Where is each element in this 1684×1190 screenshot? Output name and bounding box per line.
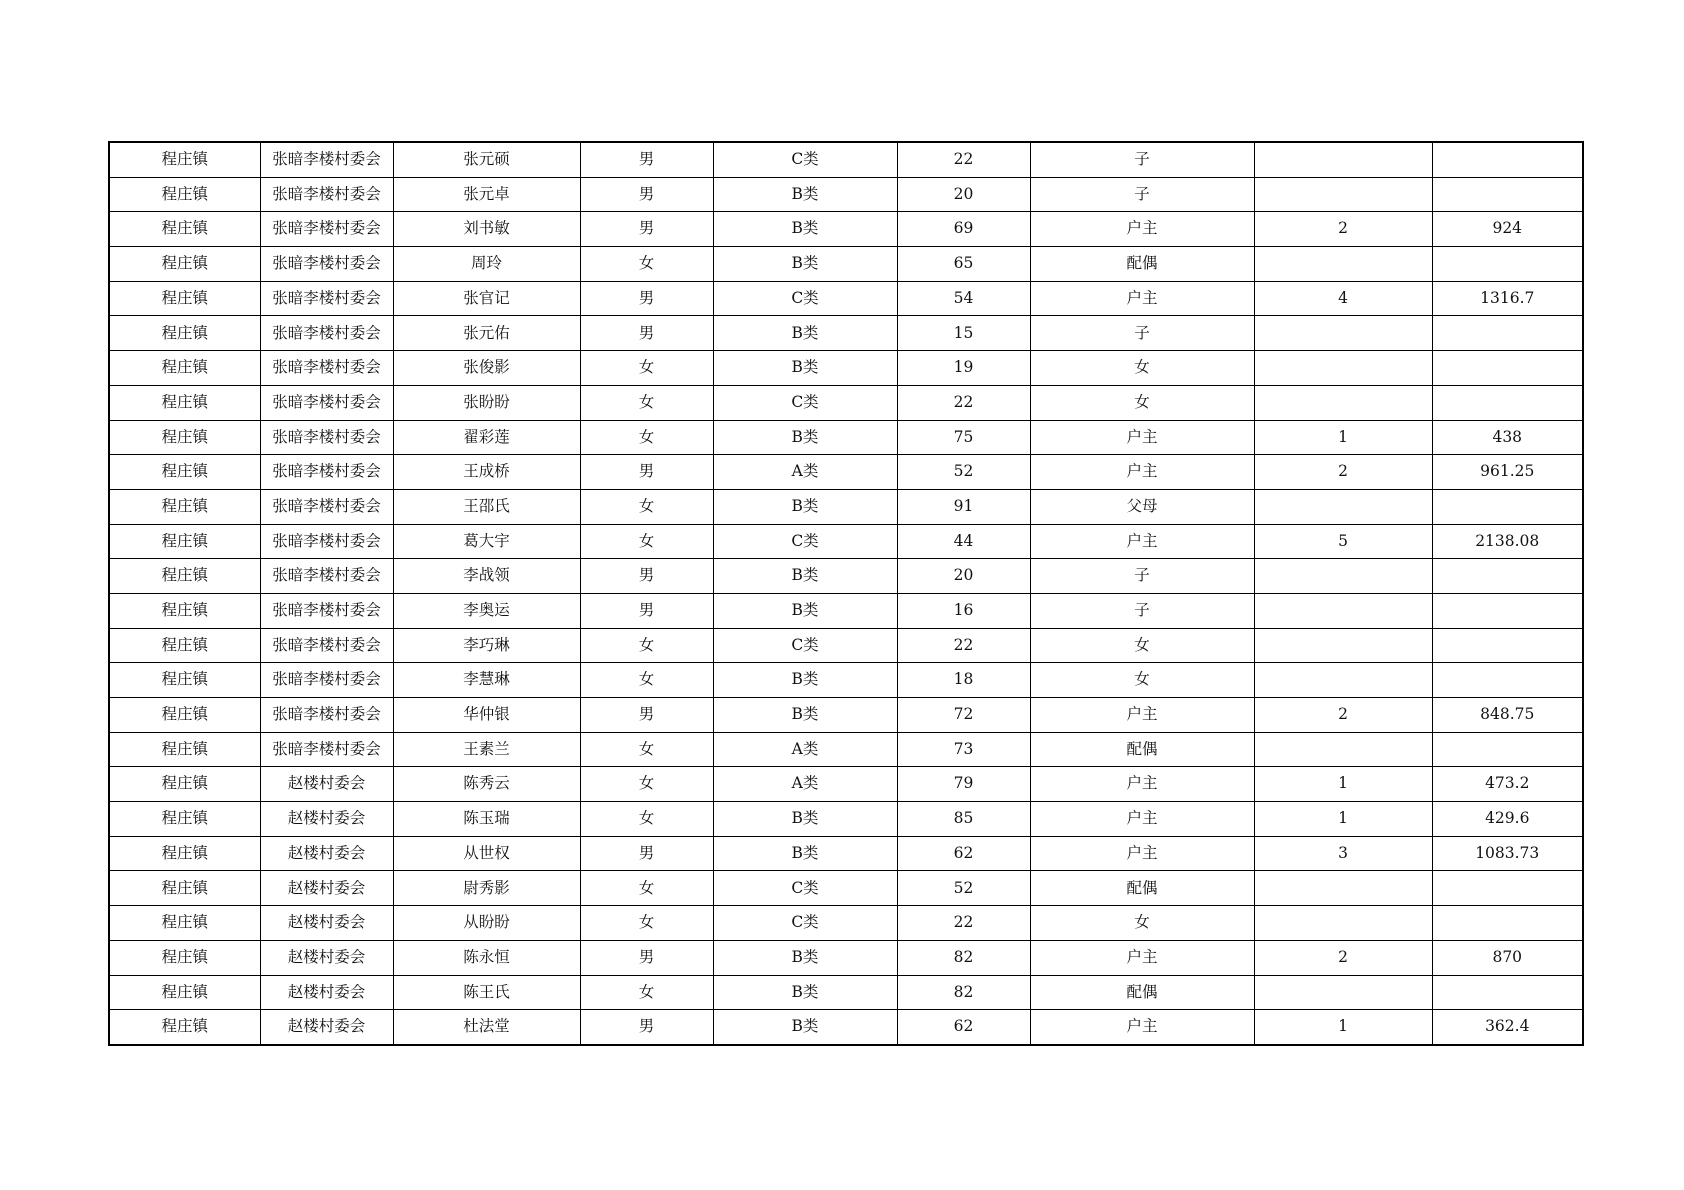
table-row (109, 559, 1583, 594)
town-cell: 程庄镇 (109, 281, 260, 316)
name-cell: 张俊影 (393, 351, 580, 386)
category-cell: C类 (713, 281, 897, 316)
household-size-cell (1254, 385, 1432, 420)
town-cell: 程庄镇 (109, 420, 260, 455)
table-row (109, 698, 1583, 733)
table-row (109, 351, 1583, 386)
amount-cell: 473.2 (1432, 767, 1583, 802)
gender-cell: 女 (580, 489, 713, 524)
name-cell: 周玲 (393, 247, 580, 282)
town-cell: 程庄镇 (109, 940, 260, 975)
amount-cell (1432, 975, 1583, 1010)
table-row (109, 871, 1583, 906)
household-size-cell: 2 (1254, 212, 1432, 247)
household-size-cell (1254, 559, 1432, 594)
amount-cell (1432, 489, 1583, 524)
village-committee-cell: 张暗李楼村委会 (260, 524, 393, 559)
gender-cell: 女 (580, 732, 713, 767)
amount-cell: 429.6 (1432, 802, 1583, 837)
gender-cell: 男 (580, 177, 713, 212)
gender-cell: 女 (580, 871, 713, 906)
town-cell: 程庄镇 (109, 559, 260, 594)
table-row (109, 1010, 1583, 1045)
village-committee-cell: 张暗李楼村委会 (260, 316, 393, 351)
name-cell: 李战领 (393, 559, 580, 594)
household-size-cell (1254, 593, 1432, 628)
category-cell: B类 (713, 836, 897, 871)
village-committee-cell: 张暗李楼村委会 (260, 732, 393, 767)
gender-cell: 男 (580, 559, 713, 594)
table-row (109, 420, 1583, 455)
relation-cell: 户主 (1030, 455, 1254, 490)
relation-cell: 父母 (1030, 489, 1254, 524)
gender-cell: 男 (580, 1010, 713, 1045)
town-cell: 程庄镇 (109, 455, 260, 490)
name-cell: 从盼盼 (393, 906, 580, 941)
category-cell: B类 (713, 212, 897, 247)
table-row (109, 802, 1583, 837)
age-cell: 85 (897, 802, 1030, 837)
category-cell: C类 (713, 906, 897, 941)
village-committee-cell: 张暗李楼村委会 (260, 628, 393, 663)
relation-cell: 子 (1030, 593, 1254, 628)
age-cell: 22 (897, 906, 1030, 941)
name-cell: 葛大宇 (393, 524, 580, 559)
household-size-cell: 3 (1254, 836, 1432, 871)
relation-cell: 户主 (1030, 524, 1254, 559)
age-cell: 54 (897, 281, 1030, 316)
category-cell: A类 (713, 732, 897, 767)
category-cell: B类 (713, 940, 897, 975)
name-cell: 王素兰 (393, 732, 580, 767)
household-size-cell (1254, 316, 1432, 351)
village-committee-cell: 赵楼村委会 (260, 1010, 393, 1045)
household-size-cell (1254, 663, 1432, 698)
amount-cell (1432, 316, 1583, 351)
relation-cell: 户主 (1030, 281, 1254, 316)
table-row (109, 142, 1583, 177)
category-cell: B类 (713, 420, 897, 455)
age-cell: 65 (897, 247, 1030, 282)
village-committee-cell: 赵楼村委会 (260, 767, 393, 802)
household-size-cell (1254, 142, 1432, 177)
relation-cell: 子 (1030, 177, 1254, 212)
gender-cell: 男 (580, 836, 713, 871)
town-cell: 程庄镇 (109, 177, 260, 212)
gender-cell: 男 (580, 212, 713, 247)
amount-cell (1432, 906, 1583, 941)
relation-cell: 子 (1030, 142, 1254, 177)
amount-cell (1432, 732, 1583, 767)
village-committee-cell: 张暗李楼村委会 (260, 247, 393, 282)
category-cell: B类 (713, 593, 897, 628)
town-cell: 程庄镇 (109, 385, 260, 420)
age-cell: 62 (897, 1010, 1030, 1045)
age-cell: 22 (897, 142, 1030, 177)
category-cell: A类 (713, 767, 897, 802)
name-cell: 华仲银 (393, 698, 580, 733)
table-row (109, 663, 1583, 698)
town-cell: 程庄镇 (109, 906, 260, 941)
household-size-cell (1254, 351, 1432, 386)
household-size-cell: 4 (1254, 281, 1432, 316)
household-size-cell: 5 (1254, 524, 1432, 559)
gender-cell: 男 (580, 142, 713, 177)
gender-cell: 女 (580, 975, 713, 1010)
household-size-cell (1254, 871, 1432, 906)
town-cell: 程庄镇 (109, 628, 260, 663)
relation-cell: 户主 (1030, 212, 1254, 247)
amount-cell: 848.75 (1432, 698, 1583, 733)
name-cell: 张元硕 (393, 142, 580, 177)
gender-cell: 男 (580, 316, 713, 351)
table-row (109, 316, 1583, 351)
household-size-cell (1254, 177, 1432, 212)
age-cell: 52 (897, 871, 1030, 906)
age-cell: 82 (897, 975, 1030, 1010)
gender-cell: 女 (580, 524, 713, 559)
town-cell: 程庄镇 (109, 489, 260, 524)
village-committee-cell: 张暗李楼村委会 (260, 420, 393, 455)
town-cell: 程庄镇 (109, 247, 260, 282)
village-committee-cell: 赵楼村委会 (260, 940, 393, 975)
age-cell: 22 (897, 385, 1030, 420)
relation-cell: 户主 (1030, 767, 1254, 802)
town-cell: 程庄镇 (109, 212, 260, 247)
relation-cell: 女 (1030, 351, 1254, 386)
town-cell: 程庄镇 (109, 802, 260, 837)
table-row (109, 732, 1583, 767)
town-cell: 程庄镇 (109, 663, 260, 698)
amount-cell (1432, 247, 1583, 282)
household-size-cell: 1 (1254, 420, 1432, 455)
gender-cell: 女 (580, 385, 713, 420)
name-cell: 陈秀云 (393, 767, 580, 802)
relation-cell: 户主 (1030, 802, 1254, 837)
age-cell: 82 (897, 940, 1030, 975)
relation-cell: 配偶 (1030, 732, 1254, 767)
category-cell: B类 (713, 316, 897, 351)
age-cell: 18 (897, 663, 1030, 698)
gender-cell: 女 (580, 420, 713, 455)
village-committee-cell: 张暗李楼村委会 (260, 351, 393, 386)
amount-cell (1432, 559, 1583, 594)
name-cell: 从世权 (393, 836, 580, 871)
household-size-cell (1254, 628, 1432, 663)
category-cell: C类 (713, 385, 897, 420)
table-row (109, 177, 1583, 212)
age-cell: 20 (897, 559, 1030, 594)
name-cell: 陈永恒 (393, 940, 580, 975)
table-row (109, 836, 1583, 871)
category-cell: A类 (713, 455, 897, 490)
name-cell: 陈玉瑞 (393, 802, 580, 837)
town-cell: 程庄镇 (109, 142, 260, 177)
table-row (109, 593, 1583, 628)
relation-cell: 女 (1030, 663, 1254, 698)
gender-cell: 女 (580, 628, 713, 663)
relation-cell: 户主 (1030, 1010, 1254, 1045)
amount-cell: 1316.7 (1432, 281, 1583, 316)
amount-cell: 362.4 (1432, 1010, 1583, 1045)
gender-cell: 女 (580, 247, 713, 282)
village-committee-cell: 张暗李楼村委会 (260, 593, 393, 628)
table-row (109, 247, 1583, 282)
village-committee-cell: 赵楼村委会 (260, 802, 393, 837)
name-cell: 翟彩莲 (393, 420, 580, 455)
age-cell: 73 (897, 732, 1030, 767)
name-cell: 张元卓 (393, 177, 580, 212)
name-cell: 尉秀影 (393, 871, 580, 906)
table-row (109, 524, 1583, 559)
town-cell: 程庄镇 (109, 593, 260, 628)
village-committee-cell: 张暗李楼村委会 (260, 559, 393, 594)
village-committee-cell: 张暗李楼村委会 (260, 281, 393, 316)
amount-cell (1432, 142, 1583, 177)
name-cell: 李巧琳 (393, 628, 580, 663)
relation-cell: 子 (1030, 316, 1254, 351)
roster-table-body (109, 142, 1583, 1045)
village-committee-cell: 赵楼村委会 (260, 906, 393, 941)
village-committee-cell: 张暗李楼村委会 (260, 489, 393, 524)
household-size-cell: 2 (1254, 455, 1432, 490)
relation-cell: 户主 (1030, 940, 1254, 975)
category-cell: C类 (713, 142, 897, 177)
town-cell: 程庄镇 (109, 767, 260, 802)
name-cell: 陈王氏 (393, 975, 580, 1010)
age-cell: 69 (897, 212, 1030, 247)
town-cell: 程庄镇 (109, 975, 260, 1010)
relation-cell: 配偶 (1030, 975, 1254, 1010)
age-cell: 22 (897, 628, 1030, 663)
category-cell: B类 (713, 351, 897, 386)
name-cell: 李慧琳 (393, 663, 580, 698)
amount-cell (1432, 628, 1583, 663)
category-cell: C类 (713, 524, 897, 559)
age-cell: 15 (897, 316, 1030, 351)
category-cell: B类 (713, 663, 897, 698)
household-size-cell (1254, 247, 1432, 282)
relation-cell: 配偶 (1030, 871, 1254, 906)
category-cell: B类 (713, 802, 897, 837)
table-row (109, 975, 1583, 1010)
village-committee-cell: 张暗李楼村委会 (260, 212, 393, 247)
gender-cell: 女 (580, 351, 713, 386)
category-cell: B类 (713, 489, 897, 524)
gender-cell: 男 (580, 698, 713, 733)
category-cell: B类 (713, 247, 897, 282)
amount-cell (1432, 177, 1583, 212)
village-committee-cell: 张暗李楼村委会 (260, 142, 393, 177)
gender-cell: 男 (580, 940, 713, 975)
amount-cell (1432, 663, 1583, 698)
town-cell: 程庄镇 (109, 836, 260, 871)
gender-cell: 男 (580, 281, 713, 316)
table-row (109, 281, 1583, 316)
household-size-cell (1254, 732, 1432, 767)
relation-cell: 女 (1030, 628, 1254, 663)
gender-cell: 女 (580, 767, 713, 802)
town-cell: 程庄镇 (109, 351, 260, 386)
gender-cell: 男 (580, 593, 713, 628)
name-cell: 刘书敏 (393, 212, 580, 247)
household-size-cell (1254, 489, 1432, 524)
gender-cell: 女 (580, 906, 713, 941)
name-cell: 李奥运 (393, 593, 580, 628)
name-cell: 王邵氏 (393, 489, 580, 524)
town-cell: 程庄镇 (109, 316, 260, 351)
household-size-cell: 2 (1254, 940, 1432, 975)
gender-cell: 女 (580, 802, 713, 837)
age-cell: 91 (897, 489, 1030, 524)
household-size-cell: 2 (1254, 698, 1432, 733)
name-cell: 张盼盼 (393, 385, 580, 420)
category-cell: B类 (713, 559, 897, 594)
category-cell: B类 (713, 177, 897, 212)
table-row (109, 489, 1583, 524)
relation-cell: 女 (1030, 906, 1254, 941)
amount-cell (1432, 351, 1583, 386)
relation-cell: 户主 (1030, 698, 1254, 733)
relation-cell: 女 (1030, 385, 1254, 420)
age-cell: 44 (897, 524, 1030, 559)
amount-cell: 2138.08 (1432, 524, 1583, 559)
name-cell: 张官记 (393, 281, 580, 316)
household-size-cell: 1 (1254, 802, 1432, 837)
amount-cell: 870 (1432, 940, 1583, 975)
relation-cell: 户主 (1030, 420, 1254, 455)
village-committee-cell: 张暗李楼村委会 (260, 455, 393, 490)
age-cell: 79 (897, 767, 1030, 802)
village-committee-cell: 张暗李楼村委会 (260, 385, 393, 420)
table-row (109, 940, 1583, 975)
age-cell: 19 (897, 351, 1030, 386)
amount-cell (1432, 871, 1583, 906)
village-committee-cell: 张暗李楼村委会 (260, 698, 393, 733)
age-cell: 52 (897, 455, 1030, 490)
relation-cell: 子 (1030, 559, 1254, 594)
amount-cell (1432, 385, 1583, 420)
amount-cell: 924 (1432, 212, 1583, 247)
table-row (109, 628, 1583, 663)
village-committee-cell: 赵楼村委会 (260, 871, 393, 906)
town-cell: 程庄镇 (109, 732, 260, 767)
age-cell: 62 (897, 836, 1030, 871)
village-committee-cell: 张暗李楼村委会 (260, 177, 393, 212)
name-cell: 杜法堂 (393, 1010, 580, 1045)
name-cell: 张元佑 (393, 316, 580, 351)
relation-cell: 配偶 (1030, 247, 1254, 282)
category-cell: B类 (713, 975, 897, 1010)
amount-cell: 438 (1432, 420, 1583, 455)
table-row (109, 906, 1583, 941)
table-row (109, 212, 1583, 247)
name-cell: 王成桥 (393, 455, 580, 490)
table-row (109, 385, 1583, 420)
category-cell: B类 (713, 698, 897, 733)
household-size-cell (1254, 906, 1432, 941)
household-size-cell (1254, 975, 1432, 1010)
roster-table (108, 141, 1584, 1046)
town-cell: 程庄镇 (109, 871, 260, 906)
table-row (109, 455, 1583, 490)
household-size-cell: 1 (1254, 1010, 1432, 1045)
amount-cell (1432, 593, 1583, 628)
amount-cell: 1083.73 (1432, 836, 1583, 871)
household-size-cell: 1 (1254, 767, 1432, 802)
gender-cell: 男 (580, 455, 713, 490)
village-committee-cell: 张暗李楼村委会 (260, 663, 393, 698)
town-cell: 程庄镇 (109, 1010, 260, 1045)
village-committee-cell: 赵楼村委会 (260, 836, 393, 871)
relation-cell: 户主 (1030, 836, 1254, 871)
age-cell: 16 (897, 593, 1030, 628)
age-cell: 75 (897, 420, 1030, 455)
category-cell: C类 (713, 628, 897, 663)
town-cell: 程庄镇 (109, 524, 260, 559)
amount-cell: 961.25 (1432, 455, 1583, 490)
town-cell: 程庄镇 (109, 698, 260, 733)
age-cell: 72 (897, 698, 1030, 733)
category-cell: C类 (713, 871, 897, 906)
village-committee-cell: 赵楼村委会 (260, 975, 393, 1010)
gender-cell: 女 (580, 663, 713, 698)
table-row (109, 767, 1583, 802)
age-cell: 20 (897, 177, 1030, 212)
category-cell: B类 (713, 1010, 897, 1045)
